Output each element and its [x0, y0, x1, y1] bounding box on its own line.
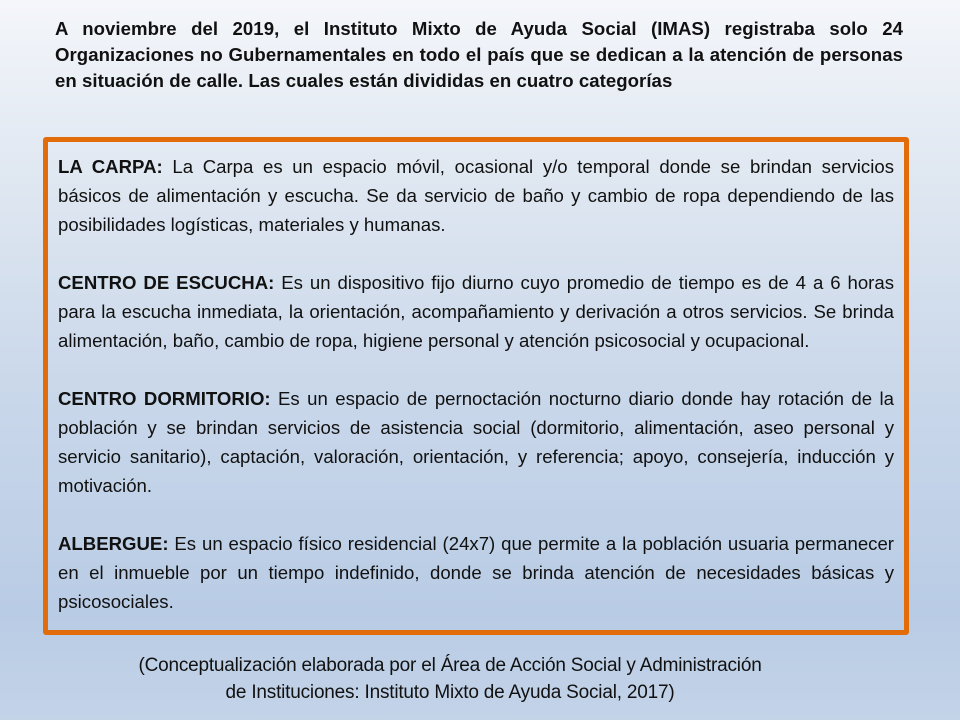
category-description: Es un espacio de pernoctación nocturno diario donde hay rotación de la población y se brindan servicios de asistencia social (dormitorio, alimentación, aseo personal y servicio sanitario), captación, valoración, orientación, y referencia; apoyo, consejería, inducción y motivación. — [58, 388, 894, 496]
category-la-carpa — [58, 152, 894, 239]
intro-paragraph: A noviembre del 2019, el Instituto Mixto de Ayuda Social (IMAS) registraba solo 24 Organizaciones no Gubernamentales en todo el país que se dedican a la atención de personas en situación de calle. Las cuales están divididas en cuatro categorías — [55, 18, 903, 91]
citation — [40, 652, 860, 706]
category-description: La Carpa es un espacio móvil, ocasional y/o temporal donde se brindan servicios básicos de alimentación y escucha. Se da servicio de baño y cambio de ropa dependiendo de las posibilidades logísticas, materiales y humanas. — [58, 156, 895, 235]
category-name: CENTRO DORMITORIO: — [58, 388, 271, 409]
categories-box — [43, 137, 909, 635]
category-name: LA CARPA: — [58, 156, 163, 177]
category-centro-de-escucha — [58, 268, 894, 355]
citation-line-1: (Conceptualización elaborada por el Área de Acción Social y Administración — [138, 655, 762, 676]
category-centro-dormitorio — [58, 384, 894, 500]
category-name: CENTRO DE ESCUCHA: — [58, 272, 275, 293]
category-description: Es un dispositivo fijo diurno cuyo promedio de tiempo es de 4 a 6 horas para la escucha inmediata, la orientación, acompañamiento y derivación a otros servicios. Se brinda alimentación, baño, cambio de ropa, higiene personal y atención psicosocial y ocupacional. — [58, 272, 894, 351]
category-description: Es un espacio físico residencial (24x7) que permite a la población usuaria permanecer en el inmueble por un tiempo indefinido, donde se brinda atención de necesidades básicas y psicosociales. — [58, 533, 894, 612]
category-albergue — [58, 529, 894, 616]
citation-line-2: de Instituciones: Instituto Mixto de Ayuda Social, 2017) — [225, 682, 675, 703]
category-name: ALBERGUE: — [58, 533, 169, 554]
